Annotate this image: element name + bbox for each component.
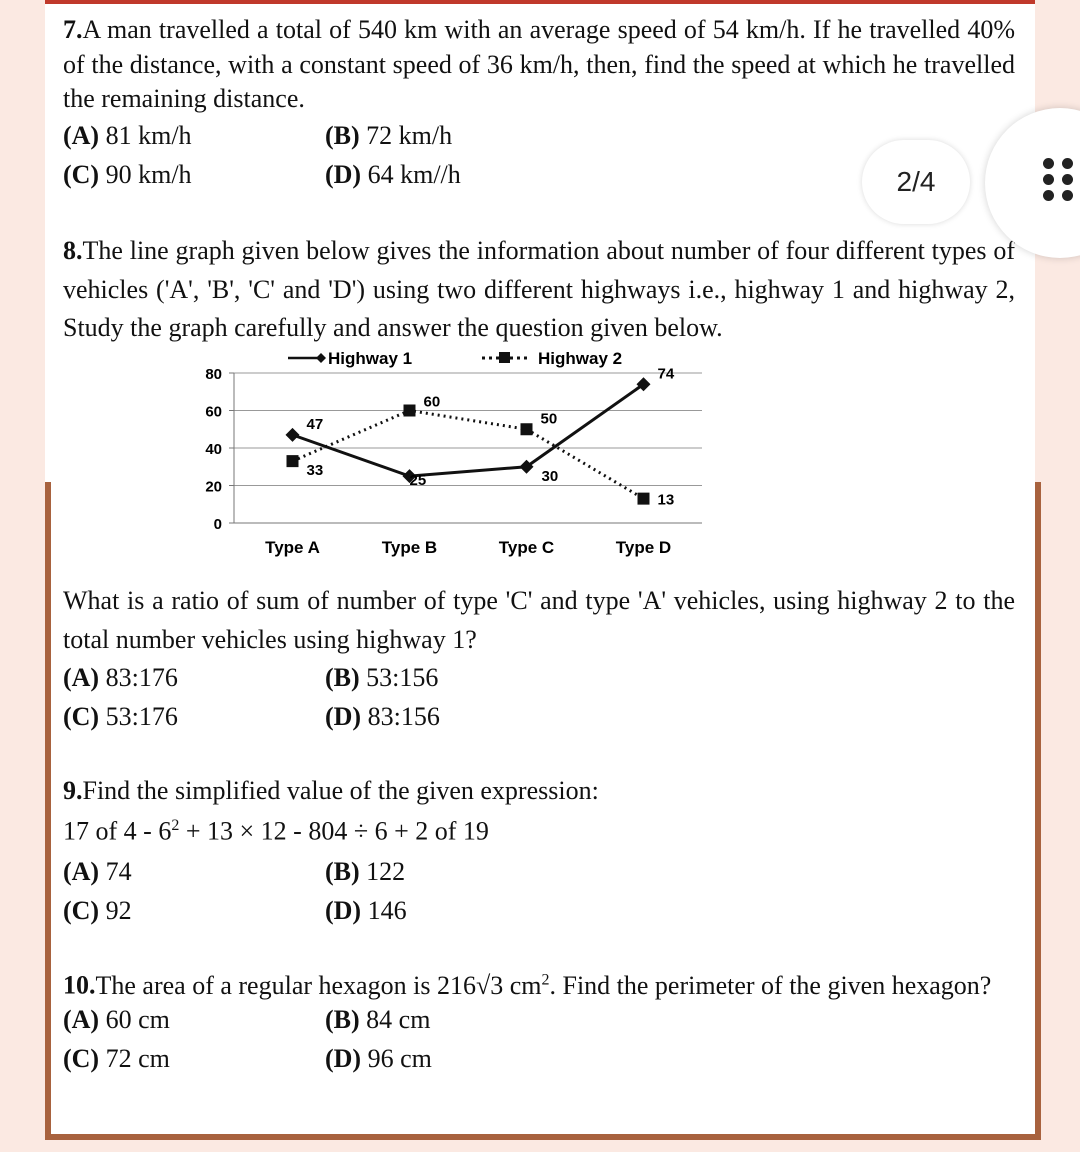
question-8 xyxy=(63,232,1015,348)
legend-highway-2-label: Highway 2 xyxy=(538,349,623,368)
option-d: (D) 146 xyxy=(325,895,407,925)
option-a: (A) 74 xyxy=(63,856,132,886)
y-tick-label: 0 xyxy=(213,516,222,533)
question-9-options xyxy=(63,855,1015,935)
question-7-number: 7. xyxy=(63,15,83,44)
highway-2-data-label: 33 xyxy=(306,462,324,480)
question-9-number: 9. xyxy=(63,776,83,805)
highway-2-point xyxy=(521,423,533,435)
legend-highway-1-marker xyxy=(316,353,326,363)
question-8-number: 8. xyxy=(63,236,83,265)
line-chart xyxy=(190,343,750,558)
highway-1-data-label: 74 xyxy=(657,365,675,383)
x-tick-label: Type A xyxy=(265,538,320,557)
highway-1-data-label: 47 xyxy=(306,415,324,433)
question-8-text: The line graph given below gives the information about number of four different types of vehicles ('A', 'B', 'C' and 'D') using two different highways i.e., highway 1 and highway 2, Study the graph carefully and answer the question given below. xyxy=(63,236,1015,342)
question-8-prompt xyxy=(63,582,1015,739)
highway-2-point xyxy=(638,493,650,505)
more-dots-icon xyxy=(1043,158,1075,202)
highway-2-data-label: 60 xyxy=(423,393,441,411)
highway-2-data-label: 50 xyxy=(540,410,558,428)
highway-1-data-label: 25 xyxy=(409,472,427,490)
option-d: (D) 96 cm xyxy=(325,1044,432,1074)
highway-2-point xyxy=(287,455,299,467)
y-tick-label: 80 xyxy=(205,366,222,383)
option-b: (B) 122 xyxy=(325,856,406,886)
highway-2-point xyxy=(404,405,416,417)
question-9-expression: 17 of $4 - 6^2 + 13 \times 12 - 804 \div 6 + 2$ of 19 xyxy=(63,816,489,846)
option-c: (C) 92 xyxy=(63,895,132,925)
option-b: (B) 53:156 xyxy=(325,663,439,692)
chart-legend xyxy=(288,349,622,368)
series-highway-1-line xyxy=(293,384,644,476)
option-d: (D) 83:156 xyxy=(325,702,440,731)
highway-1-data-label: 30 xyxy=(541,467,559,485)
option-a: (A) 81 km/h xyxy=(63,120,192,150)
y-tick-label: 40 xyxy=(205,441,222,458)
legend-highway-1-label: Highway 1 xyxy=(328,349,413,368)
x-tick-label: Type C xyxy=(498,538,555,557)
option-b: (B) 72 km/h xyxy=(325,120,453,150)
question-9 xyxy=(63,774,1015,929)
highway-1-point xyxy=(286,428,300,442)
x-tick-label: Type B xyxy=(381,538,438,557)
x-tick-label: Type D xyxy=(615,538,672,557)
top-accent-bar xyxy=(45,0,1035,4)
option-c: (C) 53:176 xyxy=(63,702,178,731)
question-8-question-text: What is a ratio of sum of number of type 'C' and type 'A' vehicles, using highway 2 to the total number vehicles using highway 1? xyxy=(63,586,1015,654)
legend-highway-2-marker xyxy=(499,352,510,363)
page-indicator: 2/4 xyxy=(862,140,970,224)
question-10-number: 10. xyxy=(63,970,96,1000)
option-a: (A) 83:176 xyxy=(63,663,178,692)
y-tick-label: 20 xyxy=(205,478,222,496)
option-d: (D) 64 km//h xyxy=(325,159,461,189)
highway-2-data-label: 13 xyxy=(657,491,675,509)
option-c: (C) 72 cm xyxy=(63,1044,170,1074)
question-10-text: The area of a regular hexagon is 216√3 $cm^2$. Find the perimeter of the given hexagon? xyxy=(95,970,992,1000)
question-9-text: Find the simplified value of the given expression: xyxy=(82,776,599,805)
option-a: (A) 60 cm xyxy=(63,1005,170,1035)
option-b: (B) 84 cm xyxy=(325,1005,431,1035)
question-7-text: A man travelled a total of 540 km with an average speed of 54 km/h. If he travelled 40% of the distance, with a constant speed of 36 km/h, then, find the speed at which he travelled the remaining distance. xyxy=(63,15,1015,113)
question-10 xyxy=(63,963,1015,1083)
chart-plot-area xyxy=(286,365,675,508)
y-tick-label: 60 xyxy=(205,403,222,421)
question-10-options xyxy=(63,1003,1015,1083)
option-c: (C) 90 km/h xyxy=(63,159,192,189)
question-8-options xyxy=(63,659,1015,739)
